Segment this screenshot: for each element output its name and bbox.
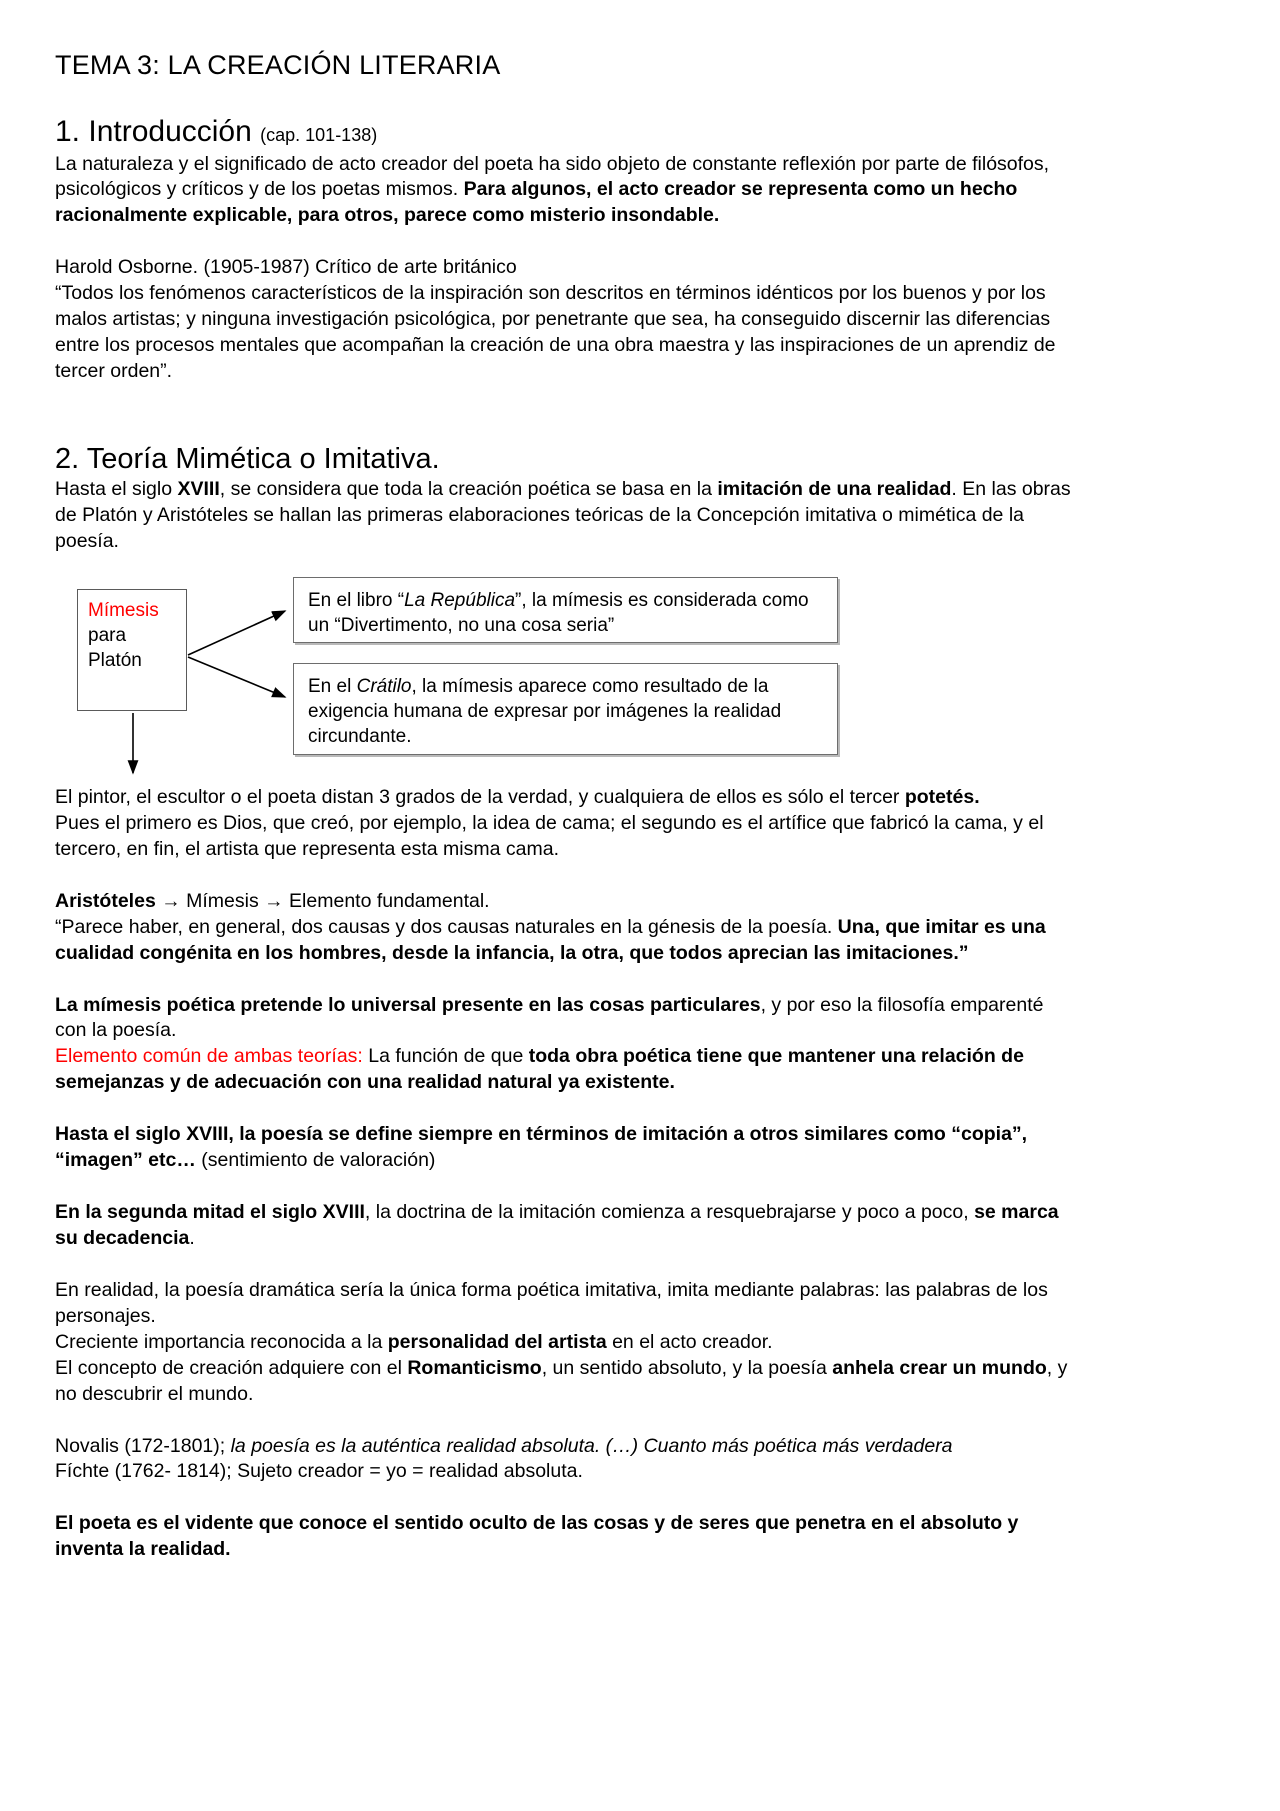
intro-bold-text: Para algunos, el acto creador se representa como un hecho racionalmente explicable, para otros, parece como misterio insondable. [55,178,1018,227]
mimesis-rest: , y por eso la filosofía emparenté con la poesía. [55,993,1044,1042]
mimesis-diagram [55,577,1075,777]
elemento-bold: toda obra poética tiene que mantener una relación de semejanzas y de adecuación con una realidad natural ya existente. [55,1045,1024,1094]
section-1-heading [55,115,1228,150]
arrow-to-cratilo [188,657,285,697]
paragraph-hasta-siglo-xviii [55,1122,1075,1174]
section-2-intro-c: , se considera que toda la creación poética se basa en la [219,478,718,501]
arist-quote-bold: Una, que imitar es una cualidad congénita en los hombres, desde la infancia, la otra, que todos aprecian las imitaciones.” [55,915,1046,964]
box-a-italic: La República [404,589,516,611]
hasta-bold: Hasta el siglo XVIII, la poesía se define siempre en términos de imitación a otros similares como “copia”, “imagen” etc… [55,1123,1028,1172]
paragraph-mimesis-poetica [55,993,1075,1045]
diagram-box-mimesis-platon [77,589,187,711]
box-mimesis-line-2: para [88,625,127,647]
paragraph-fichte: Fíchte (1762- 1814); Sujeto creador = yo = realidad absoluta. [55,1460,583,1483]
paragraph-elemento-comun [55,1044,1075,1096]
segunda-plain: , la doctrina de la imitación comienza a resquebrajarse y poco a poco, [364,1201,975,1224]
osborne-quote: “Todos los fenómenos característicos de la inspiración son descritos en términos idénticos por los buenos y por los malos artistas; y ninguna investigación psicológica, por penetrante que sea, ha conseguido discernir las diferencias entre los procesos mentales que acompañan la creación de una obra maestra y las inspiraciones de un aprendiz de tercer orden”. [55,282,1056,382]
paragraph-novalis [55,1434,1075,1460]
diagram-box-cratilo [293,663,838,755]
poeta-bold: El poeta es el vidente que conoce el sentido oculto de las cosas y de seres que penetra en el absoluto y inventa la realidad. [55,1512,1019,1561]
box-b-italic: Crátilo [356,675,412,697]
box-b-pre: En el [308,675,357,697]
segunda-bold-2: se marca su decadencia [55,1201,1059,1249]
concepto-d: anhela crear un mundo [832,1356,1047,1379]
section-2-intro-d: imitación de una realidad [717,478,952,501]
grados-a: El pintor, el escultor o el poeta distan 3 grados de la verdad, y cualquiera de ellos es sólo el tercer [55,785,905,808]
paragraph-aristoteles-line [55,889,1075,915]
section-2-heading: 2. Teoría Mimética o Imitativa. [55,442,440,475]
intro-plain-text: La naturaleza y el significado de acto creador del poeta ha sido objeto de constante reflexión por parte de filósofos, psicológicos y críticos y de los poetas mismos. [55,152,1050,201]
concepto-a: El concepto de creación adquiere con el [55,1356,408,1379]
diagram-box-la-republica [293,577,838,643]
elemento-plain: La función de que [362,1045,529,1068]
box-mimesis-line-3: Platón [88,650,142,672]
arrow-to-republica [188,611,285,655]
paragraph-realidad-dramatica: En realidad, la poesía dramática sería la única forma poética imitativa, imita mediante palabras: las palabras de los personajes. [55,1278,1048,1327]
aristoteles-bold: Aristóteles [55,889,156,912]
novalis-italic: la poesía es la auténtica realidad absoluta. (…) Cuanto más poética más verdadera [230,1434,953,1457]
document-title: TEMA 3: LA CREACIÓN LITERARIA [55,50,501,80]
section-2-intro-a: Hasta el siglo [55,478,178,501]
box-a-pre: En el libro “ [308,589,405,611]
box-mimesis-line-1: Mímesis [88,599,159,621]
section-2-intro [55,477,1075,555]
creciente-c: en el acto creador. [606,1330,773,1353]
grados-c: Pues el primero es Dios, que creó, por ejemplo, la idea de cama; el segundo es el artífice que fabricó la cama, y el tercero, en fin, el artista que representa esta misma cama. [55,811,1044,860]
arist-quote-plain: “Parece haber, en general, dos causas y dos causas naturales en la génesis de la poesía. [55,915,838,938]
creciente-a: Creciente importancia reconocida a la [55,1330,388,1353]
paragraph-segunda-mitad [55,1200,1075,1252]
section-1-heading-text: 1. Introducción [55,115,252,148]
segunda-end: . [189,1226,195,1249]
elemento-comun-label: Elemento común de ambas teorías: [55,1045,363,1068]
section-2-intro-e: . En las obras de Platón y Aristóteles se hallan las primeras elaboraciones teóricas de la Concepción imitativa o mimética de la poesía. [55,478,1071,553]
grados-b: potetés. [904,785,980,808]
section-1-paragraph-1 [55,152,1075,230]
creciente-b: personalidad del artista [387,1330,607,1353]
box-a-post: ”, la mímesis es considerada como un “Divertimento, no una cosa seria” [308,589,809,637]
segunda-bold: En la segunda mitad el siglo XVIII [55,1201,365,1224]
osborne-attribution: Harold Osborne. (1905-1987) Crítico de arte británico [55,256,517,279]
paragraph-poeta-vidente [55,1511,1075,1563]
paragraph-concepto-creacion [55,1356,1075,1408]
box-b-post: , la mímesis aparece como resultado de la exigencia humana de expresar por imágenes la realidad circundante. [308,675,782,748]
concepto-e: , y no descubrir el mundo. [55,1356,1068,1405]
aristoteles-rest: → Mímesis → Elemento fundamental. [155,889,490,912]
paragraph-creciente [55,1330,1075,1356]
hasta-plain: (sentimiento de valoración) [195,1149,436,1172]
mimesis-bold: La mímesis poética pretende lo universal presente en las cosas particulares [55,993,761,1016]
concepto-b: Romanticismo [407,1356,542,1379]
paragraph-aristoteles-quote [55,915,1075,967]
concepto-c: , un sentido absoluto, y la poesía [541,1356,833,1379]
novalis-a: Novalis (172-1801); [55,1434,231,1457]
section-1-heading-note: (cap. 101-138) [260,125,378,145]
section-2-intro-b: XVIII [177,478,220,501]
paragraph-grados [55,785,1075,863]
